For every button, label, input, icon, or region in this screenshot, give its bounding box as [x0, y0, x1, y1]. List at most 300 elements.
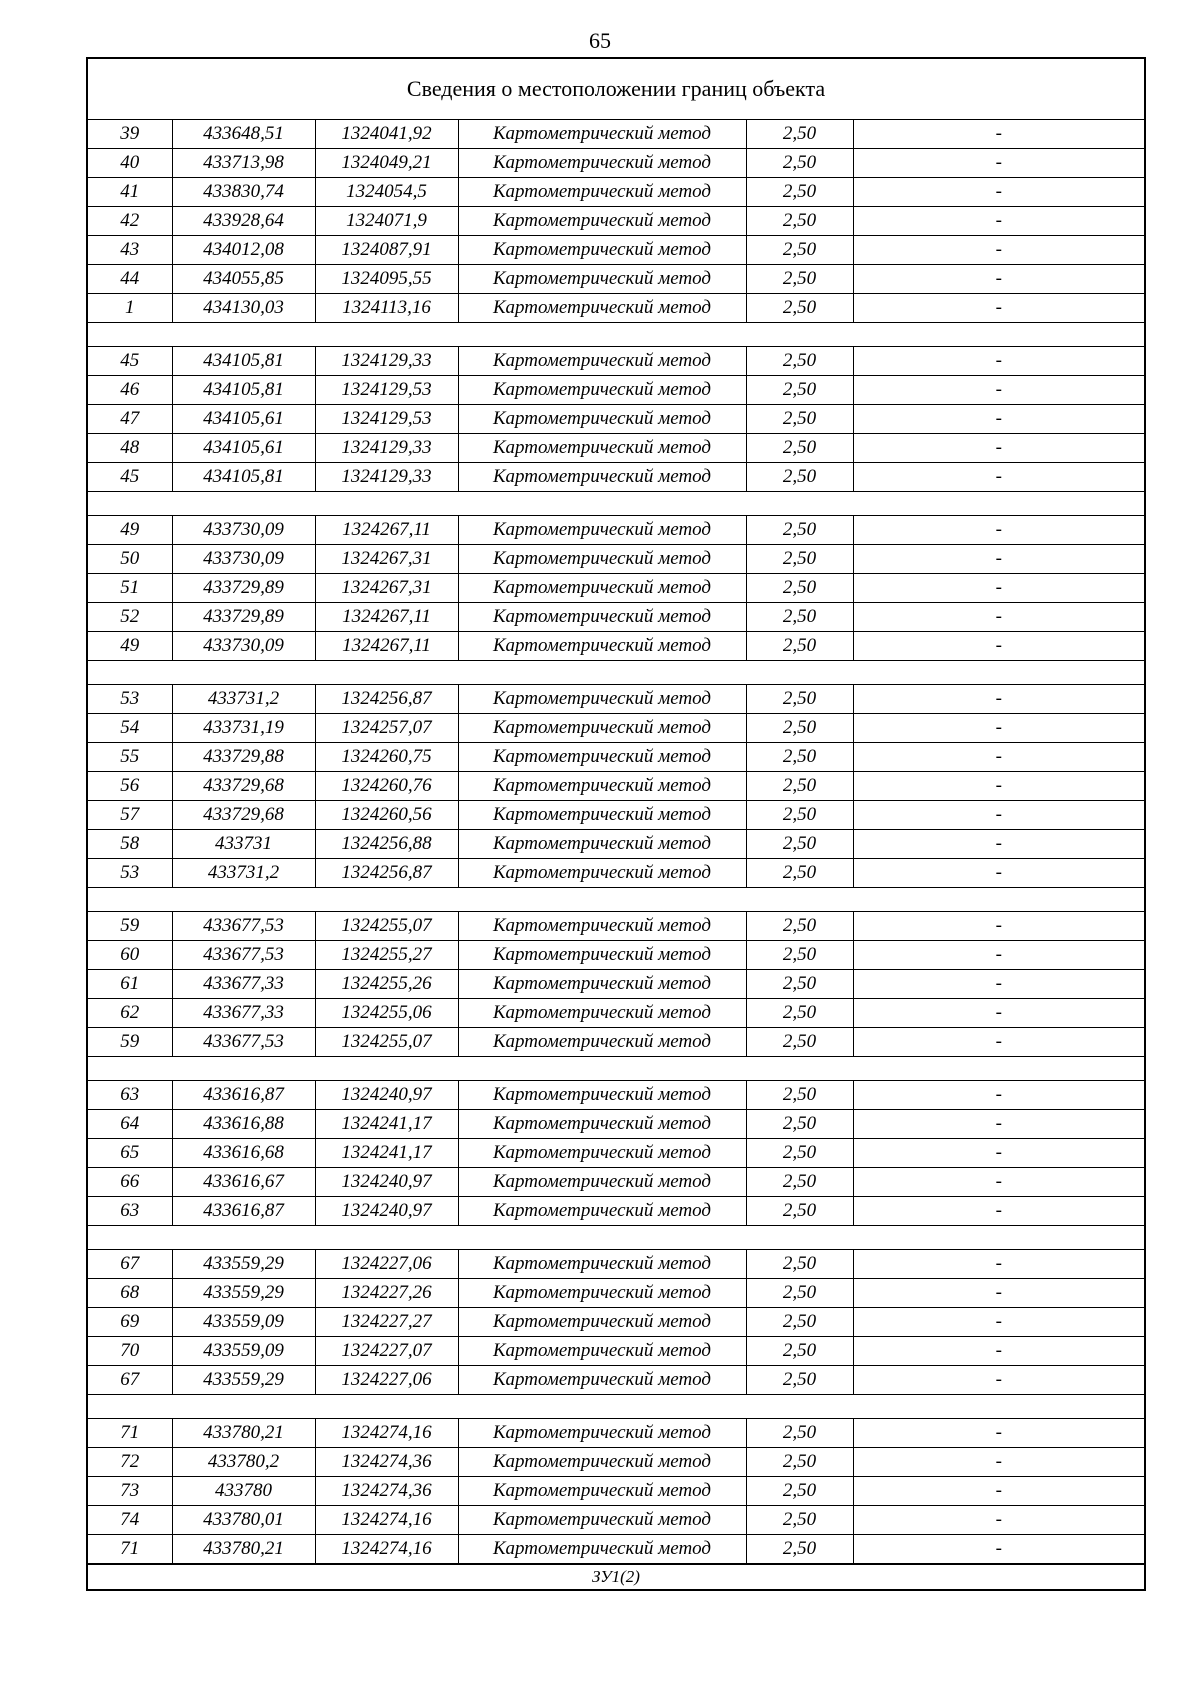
table-row	[88, 1279, 1144, 1308]
accuracy-cell: 2,50	[746, 516, 853, 545]
method-cell: Картометрический метод	[458, 178, 746, 207]
point-number-cell: 74	[88, 1506, 172, 1535]
description-cell: -	[853, 1337, 1144, 1366]
accuracy-cell: 2,50	[746, 149, 853, 178]
point-number-cell: 52	[88, 603, 172, 632]
x-coordinate-cell: 433677,53	[172, 941, 315, 970]
accuracy-cell: 2,50	[746, 1197, 853, 1226]
y-coordinate-cell: 1324267,11	[315, 603, 458, 632]
point-number-cell: 68	[88, 1279, 172, 1308]
footer-label: ЗУ1(2)	[88, 1564, 1144, 1589]
y-coordinate-cell: 1324255,27	[315, 941, 458, 970]
method-cell: Картометрический метод	[458, 941, 746, 970]
x-coordinate-cell: 433729,68	[172, 772, 315, 801]
accuracy-cell: 2,50	[746, 632, 853, 661]
point-number-cell: 56	[88, 772, 172, 801]
description-cell: -	[853, 574, 1144, 603]
y-coordinate-cell: 1324095,55	[315, 265, 458, 294]
point-number-cell: 71	[88, 1419, 172, 1448]
point-number-cell: 67	[88, 1366, 172, 1395]
description-cell: -	[853, 772, 1144, 801]
group-separator-cell	[88, 1057, 1144, 1081]
y-coordinate-cell: 1324054,5	[315, 178, 458, 207]
group-separator-cell	[88, 1395, 1144, 1419]
x-coordinate-cell: 433559,09	[172, 1337, 315, 1366]
table-row	[88, 632, 1144, 661]
y-coordinate-cell: 1324129,33	[315, 434, 458, 463]
accuracy-cell: 2,50	[746, 545, 853, 574]
y-coordinate-cell: 1324241,17	[315, 1110, 458, 1139]
point-number-cell: 39	[88, 120, 172, 149]
x-coordinate-cell: 433648,51	[172, 120, 315, 149]
table-row	[88, 1366, 1144, 1395]
point-number-cell: 63	[88, 1081, 172, 1110]
point-number-cell: 63	[88, 1197, 172, 1226]
method-cell: Картометрический метод	[458, 405, 746, 434]
table-row	[88, 685, 1144, 714]
accuracy-cell: 2,50	[746, 1308, 853, 1337]
y-coordinate-cell: 1324255,06	[315, 999, 458, 1028]
y-coordinate-cell: 1324129,33	[315, 463, 458, 492]
point-number-cell: 60	[88, 941, 172, 970]
table-row	[88, 912, 1144, 941]
method-cell: Картометрический метод	[458, 463, 746, 492]
point-number-cell: 57	[88, 801, 172, 830]
method-cell: Картометрический метод	[458, 1337, 746, 1366]
y-coordinate-cell: 1324049,21	[315, 149, 458, 178]
accuracy-cell: 2,50	[746, 1110, 853, 1139]
point-number-cell: 47	[88, 405, 172, 434]
table-row	[88, 1110, 1144, 1139]
accuracy-cell: 2,50	[746, 603, 853, 632]
description-cell: -	[853, 1506, 1144, 1535]
x-coordinate-cell: 434105,81	[172, 347, 315, 376]
y-coordinate-cell: 1324274,16	[315, 1535, 458, 1564]
y-coordinate-cell: 1324087,91	[315, 236, 458, 265]
point-number-cell: 41	[88, 178, 172, 207]
y-coordinate-cell: 1324071,9	[315, 207, 458, 236]
method-cell: Картометрический метод	[458, 1110, 746, 1139]
accuracy-cell: 2,50	[746, 912, 853, 941]
method-cell: Картометрический метод	[458, 265, 746, 294]
accuracy-cell: 2,50	[746, 970, 853, 999]
x-coordinate-cell: 433559,29	[172, 1250, 315, 1279]
accuracy-cell: 2,50	[746, 941, 853, 970]
x-coordinate-cell: 433729,89	[172, 574, 315, 603]
method-cell: Картометрический метод	[458, 574, 746, 603]
page-number: 65	[589, 28, 611, 53]
point-number-cell: 53	[88, 685, 172, 714]
y-coordinate-cell: 1324241,17	[315, 1139, 458, 1168]
table-row	[88, 1506, 1144, 1535]
method-cell: Картометрический метод	[458, 149, 746, 178]
method-cell: Картометрический метод	[458, 772, 746, 801]
x-coordinate-cell: 433780,21	[172, 1419, 315, 1448]
table-row	[88, 1535, 1144, 1564]
accuracy-cell: 2,50	[746, 1448, 853, 1477]
description-cell: -	[853, 714, 1144, 743]
point-number-cell: 51	[88, 574, 172, 603]
coordinates-table-body	[88, 120, 1144, 1564]
accuracy-cell: 2,50	[746, 294, 853, 323]
method-cell: Картометрический метод	[458, 1197, 746, 1226]
x-coordinate-cell: 433559,29	[172, 1279, 315, 1308]
point-number-cell: 62	[88, 999, 172, 1028]
x-coordinate-cell: 433616,87	[172, 1197, 315, 1226]
method-cell: Картометрический метод	[458, 685, 746, 714]
description-cell: -	[853, 207, 1144, 236]
description-cell: -	[853, 516, 1144, 545]
y-coordinate-cell: 1324255,26	[315, 970, 458, 999]
point-number-cell: 40	[88, 149, 172, 178]
description-cell: -	[853, 1448, 1144, 1477]
accuracy-cell: 2,50	[746, 376, 853, 405]
x-coordinate-cell: 433616,88	[172, 1110, 315, 1139]
accuracy-cell: 2,50	[746, 1279, 853, 1308]
method-cell: Картометрический метод	[458, 1506, 746, 1535]
table-row	[88, 236, 1144, 265]
y-coordinate-cell: 1324274,16	[315, 1506, 458, 1535]
accuracy-cell: 2,50	[746, 743, 853, 772]
description-cell: -	[853, 1168, 1144, 1197]
table-row	[88, 801, 1144, 830]
method-cell: Картометрический метод	[458, 120, 746, 149]
y-coordinate-cell: 1324227,26	[315, 1279, 458, 1308]
description-cell: -	[853, 178, 1144, 207]
y-coordinate-cell: 1324113,16	[315, 294, 458, 323]
accuracy-cell: 2,50	[746, 236, 853, 265]
x-coordinate-cell: 433616,87	[172, 1081, 315, 1110]
accuracy-cell: 2,50	[746, 120, 853, 149]
table-row	[88, 376, 1144, 405]
x-coordinate-cell: 434105,61	[172, 405, 315, 434]
x-coordinate-cell: 434105,81	[172, 463, 315, 492]
accuracy-cell: 2,50	[746, 685, 853, 714]
method-cell: Картометрический метод	[458, 743, 746, 772]
table-row	[88, 149, 1144, 178]
accuracy-cell: 2,50	[746, 1139, 853, 1168]
accuracy-cell: 2,50	[746, 859, 853, 888]
description-cell: -	[853, 1308, 1144, 1337]
x-coordinate-cell: 433729,89	[172, 603, 315, 632]
y-coordinate-cell: 1324260,56	[315, 801, 458, 830]
point-number-cell: 72	[88, 1448, 172, 1477]
x-coordinate-cell: 433928,64	[172, 207, 315, 236]
y-coordinate-cell: 1324256,87	[315, 859, 458, 888]
description-cell: -	[853, 1250, 1144, 1279]
point-number-cell: 44	[88, 265, 172, 294]
description-cell: -	[853, 1139, 1144, 1168]
method-cell: Картометрический метод	[458, 801, 746, 830]
accuracy-cell: 2,50	[746, 405, 853, 434]
method-cell: Картометрический метод	[458, 1139, 746, 1168]
method-cell: Картометрический метод	[458, 516, 746, 545]
description-cell: -	[853, 830, 1144, 859]
y-coordinate-cell: 1324256,87	[315, 685, 458, 714]
x-coordinate-cell: 433730,09	[172, 632, 315, 661]
y-coordinate-cell: 1324260,76	[315, 772, 458, 801]
method-cell: Картометрический метод	[458, 1448, 746, 1477]
point-number-cell: 69	[88, 1308, 172, 1337]
description-cell: -	[853, 294, 1144, 323]
accuracy-cell: 2,50	[746, 347, 853, 376]
x-coordinate-cell: 433731,2	[172, 685, 315, 714]
table-row	[88, 265, 1144, 294]
group-separator-cell	[88, 888, 1144, 912]
method-cell: Картометрический метод	[458, 434, 746, 463]
table-row	[88, 178, 1144, 207]
x-coordinate-cell: 433677,53	[172, 1028, 315, 1057]
table-row	[88, 1308, 1144, 1337]
table-row	[88, 1081, 1144, 1110]
description-cell: -	[853, 603, 1144, 632]
table-row	[88, 545, 1144, 574]
description-cell: -	[853, 1110, 1144, 1139]
table-row	[88, 294, 1144, 323]
table-row	[88, 1139, 1144, 1168]
point-number-cell: 58	[88, 830, 172, 859]
description-cell: -	[853, 347, 1144, 376]
accuracy-cell: 2,50	[746, 1168, 853, 1197]
description-cell: -	[853, 632, 1144, 661]
table-row	[88, 970, 1144, 999]
group-separator-cell	[88, 492, 1144, 516]
description-cell: -	[853, 743, 1144, 772]
method-cell: Картометрический метод	[458, 347, 746, 376]
method-cell: Картометрический метод	[458, 1477, 746, 1506]
x-coordinate-cell: 433730,09	[172, 516, 315, 545]
x-coordinate-cell: 433729,88	[172, 743, 315, 772]
y-coordinate-cell: 1324267,31	[315, 545, 458, 574]
group-separator-row	[88, 888, 1144, 912]
table-row	[88, 999, 1144, 1028]
group-separator-cell	[88, 661, 1144, 685]
y-coordinate-cell: 1324267,11	[315, 632, 458, 661]
description-cell: -	[853, 999, 1144, 1028]
point-number-cell: 71	[88, 1535, 172, 1564]
x-coordinate-cell: 433731,2	[172, 859, 315, 888]
y-coordinate-cell: 1324255,07	[315, 912, 458, 941]
x-coordinate-cell: 434105,61	[172, 434, 315, 463]
point-number-cell: 43	[88, 236, 172, 265]
y-coordinate-cell: 1324227,06	[315, 1250, 458, 1279]
description-cell: -	[853, 912, 1144, 941]
point-number-cell: 64	[88, 1110, 172, 1139]
point-number-cell: 65	[88, 1139, 172, 1168]
x-coordinate-cell: 433729,68	[172, 801, 315, 830]
x-coordinate-cell: 434130,03	[172, 294, 315, 323]
point-number-cell: 61	[88, 970, 172, 999]
table-row	[88, 207, 1144, 236]
y-coordinate-cell: 1324240,97	[315, 1081, 458, 1110]
method-cell: Картометрический метод	[458, 603, 746, 632]
y-coordinate-cell: 1324129,53	[315, 405, 458, 434]
method-cell: Картометрический метод	[458, 632, 746, 661]
point-number-cell: 59	[88, 1028, 172, 1057]
x-coordinate-cell: 433559,29	[172, 1366, 315, 1395]
accuracy-cell: 2,50	[746, 1535, 853, 1564]
accuracy-cell: 2,50	[746, 1477, 853, 1506]
method-cell: Картометрический метод	[458, 294, 746, 323]
accuracy-cell: 2,50	[746, 801, 853, 830]
accuracy-cell: 2,50	[746, 1366, 853, 1395]
description-cell: -	[853, 1197, 1144, 1226]
accuracy-cell: 2,50	[746, 574, 853, 603]
x-coordinate-cell: 433677,33	[172, 999, 315, 1028]
description-cell: -	[853, 149, 1144, 178]
method-cell: Картометрический метод	[458, 376, 746, 405]
point-number-cell: 49	[88, 516, 172, 545]
accuracy-cell: 2,50	[746, 178, 853, 207]
table-row	[88, 830, 1144, 859]
description-cell: -	[853, 463, 1144, 492]
point-number-cell: 49	[88, 632, 172, 661]
accuracy-cell: 2,50	[746, 1028, 853, 1057]
description-cell: -	[853, 545, 1144, 574]
table-row	[88, 1337, 1144, 1366]
table-row	[88, 1448, 1144, 1477]
description-cell: -	[853, 1366, 1144, 1395]
y-coordinate-cell: 1324041,92	[315, 120, 458, 149]
x-coordinate-cell: 433780,21	[172, 1535, 315, 1564]
accuracy-cell: 2,50	[746, 1419, 853, 1448]
accuracy-cell: 2,50	[746, 1081, 853, 1110]
description-cell: -	[853, 1081, 1144, 1110]
table-row	[88, 463, 1144, 492]
method-cell: Картометрический метод	[458, 714, 746, 743]
x-coordinate-cell: 433730,09	[172, 545, 315, 574]
y-coordinate-cell: 1324257,07	[315, 714, 458, 743]
method-cell: Картометрический метод	[458, 999, 746, 1028]
accuracy-cell: 2,50	[746, 265, 853, 294]
point-number-cell: 45	[88, 347, 172, 376]
y-coordinate-cell: 1324256,88	[315, 830, 458, 859]
method-cell: Картометрический метод	[458, 207, 746, 236]
method-cell: Картометрический метод	[458, 1168, 746, 1197]
accuracy-cell: 2,50	[746, 772, 853, 801]
point-number-cell: 1	[88, 294, 172, 323]
point-number-cell: 55	[88, 743, 172, 772]
group-separator-row	[88, 1226, 1144, 1250]
x-coordinate-cell: 433616,67	[172, 1168, 315, 1197]
method-cell: Картометрический метод	[458, 1250, 746, 1279]
table-row	[88, 1250, 1144, 1279]
description-cell: -	[853, 859, 1144, 888]
method-cell: Картометрический метод	[458, 859, 746, 888]
accuracy-cell: 2,50	[746, 714, 853, 743]
table-row	[88, 772, 1144, 801]
table-row	[88, 1197, 1144, 1226]
method-cell: Картометрический метод	[458, 1279, 746, 1308]
description-cell: -	[853, 1028, 1144, 1057]
x-coordinate-cell: 433830,74	[172, 178, 315, 207]
description-cell: -	[853, 685, 1144, 714]
table-row	[88, 1028, 1144, 1057]
point-number-cell: 67	[88, 1250, 172, 1279]
x-coordinate-cell: 434055,85	[172, 265, 315, 294]
method-cell: Картометрический метод	[458, 830, 746, 859]
method-cell: Картометрический метод	[458, 912, 746, 941]
accuracy-cell: 2,50	[746, 434, 853, 463]
group-separator-row	[88, 492, 1144, 516]
table-row	[88, 859, 1144, 888]
group-separator-row	[88, 1057, 1144, 1081]
group-separator-cell	[88, 1226, 1144, 1250]
description-cell: -	[853, 801, 1144, 830]
group-separator-cell	[88, 323, 1144, 347]
group-separator-row	[88, 661, 1144, 685]
point-number-cell: 45	[88, 463, 172, 492]
y-coordinate-cell: 1324227,07	[315, 1337, 458, 1366]
table-row	[88, 434, 1144, 463]
point-number-cell: 42	[88, 207, 172, 236]
table-title: Сведения о местоположении границ объекта	[88, 59, 1144, 120]
accuracy-cell: 2,50	[746, 999, 853, 1028]
x-coordinate-cell: 434105,81	[172, 376, 315, 405]
description-cell: -	[853, 236, 1144, 265]
description-cell: -	[853, 1477, 1144, 1506]
point-number-cell: 53	[88, 859, 172, 888]
y-coordinate-cell: 1324267,31	[315, 574, 458, 603]
method-cell: Картометрический метод	[458, 1535, 746, 1564]
description-cell: -	[853, 1535, 1144, 1564]
x-coordinate-cell: 434012,08	[172, 236, 315, 265]
y-coordinate-cell: 1324260,75	[315, 743, 458, 772]
method-cell: Картометрический метод	[458, 236, 746, 265]
x-coordinate-cell: 433559,09	[172, 1308, 315, 1337]
x-coordinate-cell: 433731	[172, 830, 315, 859]
description-cell: -	[853, 1419, 1144, 1448]
point-number-cell: 48	[88, 434, 172, 463]
x-coordinate-cell: 433731,19	[172, 714, 315, 743]
description-cell: -	[853, 434, 1144, 463]
y-coordinate-cell: 1324274,36	[315, 1477, 458, 1506]
method-cell: Картометрический метод	[458, 970, 746, 999]
coordinates-table	[88, 120, 1144, 1564]
accuracy-cell: 2,50	[746, 1250, 853, 1279]
description-cell: -	[853, 1279, 1144, 1308]
y-coordinate-cell: 1324274,36	[315, 1448, 458, 1477]
description-cell: -	[853, 405, 1144, 434]
point-number-cell: 46	[88, 376, 172, 405]
method-cell: Картометрический метод	[458, 545, 746, 574]
description-cell: -	[853, 265, 1144, 294]
description-cell: -	[853, 941, 1144, 970]
point-number-cell: 73	[88, 1477, 172, 1506]
method-cell: Картометрический метод	[458, 1081, 746, 1110]
description-cell: -	[853, 120, 1144, 149]
y-coordinate-cell: 1324240,97	[315, 1197, 458, 1226]
table-row	[88, 1419, 1144, 1448]
description-cell: -	[853, 376, 1144, 405]
method-cell: Картометрический метод	[458, 1308, 746, 1337]
y-coordinate-cell: 1324129,53	[315, 376, 458, 405]
x-coordinate-cell: 433780	[172, 1477, 315, 1506]
y-coordinate-cell: 1324274,16	[315, 1419, 458, 1448]
x-coordinate-cell: 433677,33	[172, 970, 315, 999]
accuracy-cell: 2,50	[746, 463, 853, 492]
boundary-table-frame	[86, 57, 1146, 1591]
table-row	[88, 516, 1144, 545]
table-row	[88, 120, 1144, 149]
x-coordinate-cell: 433780,01	[172, 1506, 315, 1535]
y-coordinate-cell: 1324267,11	[315, 516, 458, 545]
method-cell: Картометрический метод	[458, 1028, 746, 1057]
point-number-cell: 50	[88, 545, 172, 574]
method-cell: Картометрический метод	[458, 1366, 746, 1395]
group-separator-row	[88, 1395, 1144, 1419]
table-row	[88, 1477, 1144, 1506]
